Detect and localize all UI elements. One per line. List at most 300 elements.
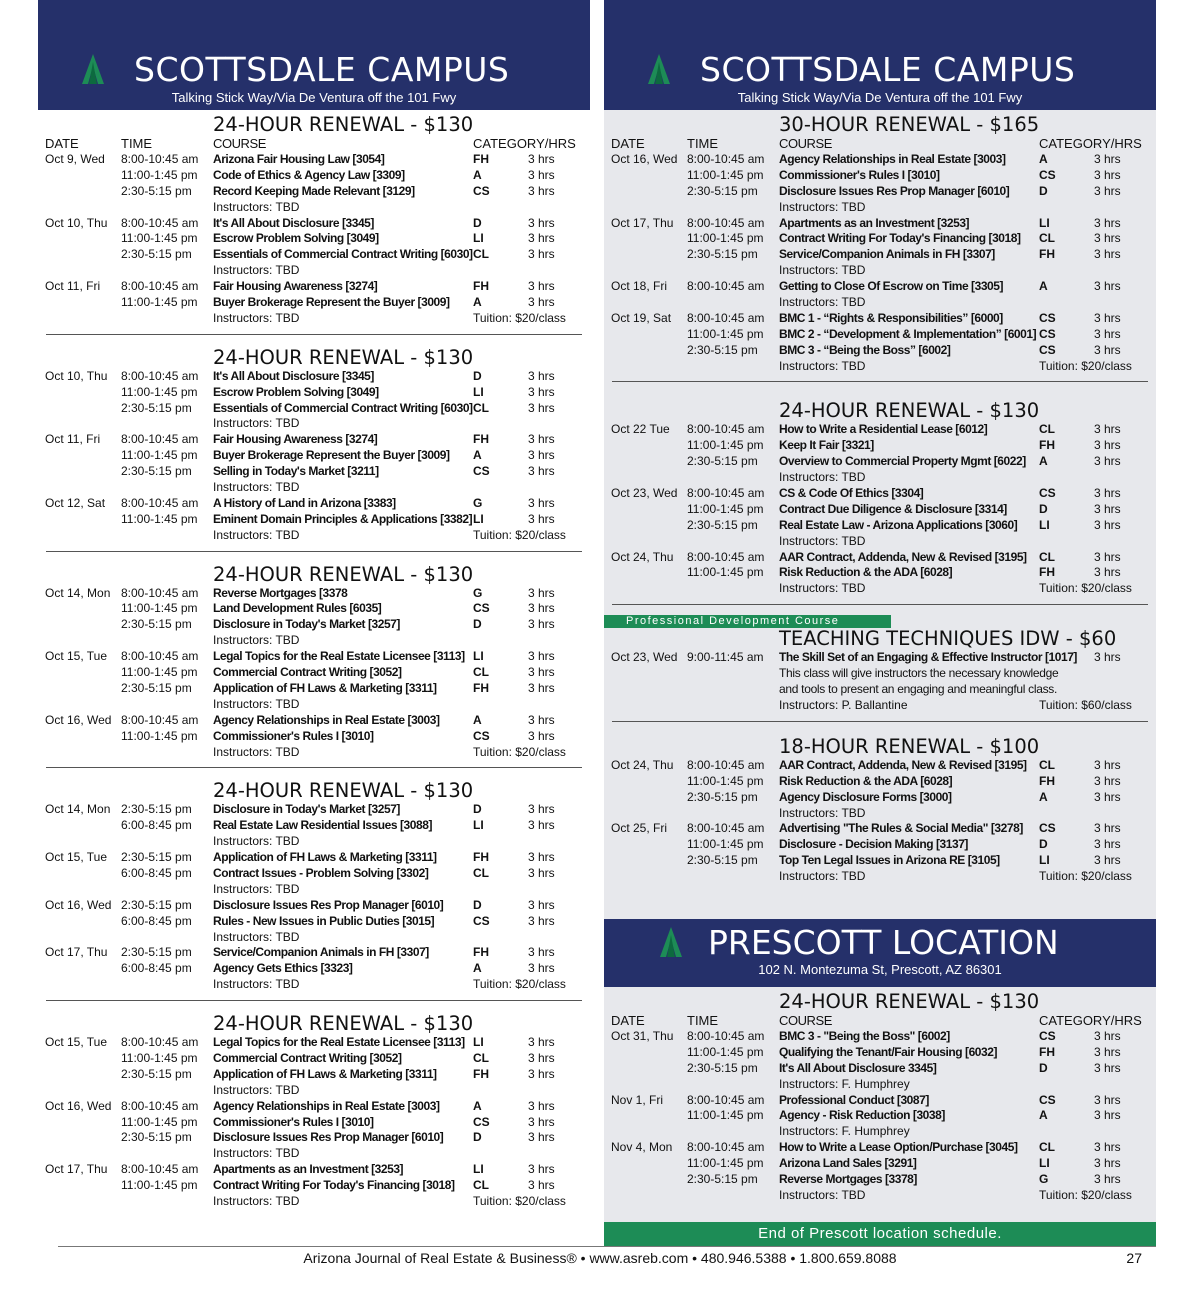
- row-course: Commercial Contract Writing [3052]: [213, 665, 402, 680]
- row-tuition: Tuition: $20/class: [1039, 1187, 1132, 1202]
- row-hours: 3 hrs: [1094, 167, 1121, 182]
- row-category: CS: [1039, 310, 1056, 325]
- table-row: [38, 601, 590, 617]
- row-description: and tools to present an engaging and meaningful class.: [779, 682, 1058, 697]
- row-time: 8:00-10:45 am: [121, 368, 199, 383]
- row-course: Arizona Land Sales [3291]: [779, 1156, 917, 1171]
- row-date: Oct 23, Wed: [611, 650, 678, 665]
- row-course: How to Write a Lease Option/Purchase [3045]: [779, 1140, 1018, 1155]
- row-hours: 3 hrs: [528, 961, 555, 976]
- header-date: DATE: [45, 136, 79, 151]
- header-category: CATEGORY/HRS: [473, 136, 576, 151]
- row-category: FH: [473, 152, 489, 166]
- row-date: Oct 16, Wed: [611, 152, 678, 166]
- row-course: Escrow Problem Solving [3049]: [213, 231, 379, 246]
- row-hours: 3 hrs: [528, 167, 555, 182]
- row-hours: 3 hrs: [528, 495, 555, 510]
- row-time: 2:30-5:15 pm: [687, 1060, 758, 1075]
- row-time: 8:00-10:45 am: [121, 712, 199, 727]
- table-row: [38, 528, 590, 544]
- row-course: Real Estate Law - Arizona Applications [3060]: [779, 517, 1018, 532]
- row-hours: 3 hrs: [1094, 1140, 1121, 1155]
- table-row: [38, 1051, 590, 1067]
- row-hours: 3 hrs: [1094, 853, 1121, 868]
- tree-logo-icon: [644, 54, 674, 84]
- row-date: Oct 31, Thu: [611, 1028, 674, 1043]
- table-row: [604, 758, 1156, 774]
- table-row: [38, 385, 590, 401]
- table-row: [38, 1035, 590, 1051]
- table-row: [604, 666, 1156, 682]
- row-time: 11:00-1:45 pm: [687, 565, 764, 580]
- row-category: D: [473, 617, 482, 632]
- row-course: Agency Relationships in Real Estate [3003]: [213, 1098, 440, 1113]
- row-date: Oct 24, Thu: [611, 757, 674, 772]
- row-course: Disclosure - Decision Making [3137]: [779, 837, 968, 852]
- table-row: [604, 470, 1156, 486]
- row-course: Commissioner's Rules I [3010]: [213, 1114, 374, 1129]
- table-row: [604, 247, 1156, 263]
- table-row: [38, 898, 590, 914]
- row-category: A: [473, 167, 482, 182]
- table-row: [38, 1083, 590, 1099]
- row-course: Risk Reduction & the ADA [6028]: [779, 565, 953, 580]
- row-course: Commercial Contract Writing [3052]: [213, 1050, 402, 1065]
- right-campus-banner: [604, 0, 1156, 110]
- header-time: TIME: [121, 136, 153, 151]
- section-title: 24-HOUR RENEWAL - $130: [213, 779, 474, 803]
- row-instructors: Instructors: TBD: [779, 358, 866, 373]
- row-time: 11:00-1:45 pm: [121, 448, 198, 463]
- row-hours: 3 hrs: [528, 850, 555, 865]
- table-row: [604, 279, 1156, 295]
- row-hours: 3 hrs: [528, 818, 555, 833]
- table-row: [604, 486, 1156, 502]
- row-tuition: Tuition: $20/class: [1039, 581, 1132, 596]
- table-row: [38, 977, 590, 993]
- row-instructors: Instructors: TBD: [213, 633, 300, 648]
- row-course: Service/Companion Animals in FH [3307]: [213, 945, 429, 960]
- row-time: 2:30-5:15 pm: [687, 1171, 758, 1186]
- row-time: 8:00-10:45 am: [687, 1092, 765, 1107]
- prescott-title: PRESCOTT LOCATION: [708, 922, 1059, 962]
- campus-subtitle: Talking Stick Way/Via De Ventura off the 101 Fwy: [737, 90, 1023, 105]
- row-time: 2:30-5:15 pm: [687, 789, 758, 804]
- row-hours: 3 hrs: [528, 152, 555, 166]
- section-title: TEACHING TECHNIQUES IDW - $60: [779, 627, 1117, 651]
- header-date: DATE: [611, 1012, 645, 1028]
- row-category: LI: [473, 1162, 484, 1177]
- row-time: 2:30-5:15 pm: [121, 464, 192, 479]
- row-hours: 3 hrs: [528, 1162, 555, 1177]
- row-course: AAR Contract, Addenda, New & Revised [3195]: [779, 549, 1027, 564]
- row-instructors: Instructors: TBD: [213, 527, 300, 542]
- row-category: CL: [473, 1050, 489, 1065]
- table-row: [38, 1067, 590, 1083]
- tree-logo-icon: [78, 54, 108, 84]
- row-hours: 3 hrs: [1094, 1028, 1121, 1043]
- table-row: [38, 745, 590, 761]
- table-row: [604, 1156, 1156, 1172]
- row-course: It's All About Disclosure [3345]: [213, 215, 374, 230]
- row-hours: 3 hrs: [1094, 1156, 1121, 1171]
- row-course: Rules - New Issues in Public Duties [3015]: [213, 913, 435, 928]
- table-row: [604, 1045, 1156, 1061]
- row-course: It's All About Disclosure 3345]: [779, 1060, 937, 1075]
- table-row: [38, 152, 590, 168]
- table-row: [38, 247, 590, 263]
- row-time: 2:30-5:15 pm: [121, 897, 192, 912]
- row-time: 2:30-5:15 pm: [687, 247, 758, 262]
- row-category: FH: [473, 945, 489, 960]
- row-instructors: Instructors: TBD: [779, 869, 866, 884]
- row-category: CS: [1039, 821, 1056, 836]
- row-category: A: [473, 961, 482, 976]
- row-course: Buyer Brokerage Represent the Buyer [3009]: [213, 448, 450, 463]
- table-row: [604, 184, 1156, 200]
- table-header: [604, 1013, 1156, 1029]
- row-instructors: Instructors: TBD: [213, 310, 300, 325]
- row-course: Contract Due Diligence & Disclosure [3314]: [779, 501, 1007, 516]
- table-row: [38, 1115, 590, 1131]
- row-hours: 3 hrs: [528, 1114, 555, 1129]
- row-hours: 3 hrs: [1094, 1092, 1121, 1107]
- row-instructors: Instructors: TBD: [213, 480, 300, 495]
- row-category: A: [473, 1098, 482, 1113]
- row-time: 8:00-10:45 am: [121, 432, 199, 447]
- row-course: Contract Writing For Today's Financing [3018]: [779, 231, 1021, 246]
- row-hours: 3 hrs: [528, 279, 555, 294]
- table-row: [604, 650, 1156, 666]
- row-time: 9:00-11:45 am: [687, 650, 764, 665]
- row-date: Oct 11, Fri: [45, 279, 101, 294]
- row-time: 11:00-1:45 pm: [687, 1156, 764, 1171]
- row-hours: 3 hrs: [528, 1130, 555, 1145]
- row-course: Overview to Commercial Property Mgmt [6022]: [779, 454, 1026, 469]
- table-row: [604, 806, 1156, 822]
- row-category: CS: [1039, 486, 1056, 501]
- row-course: Agency Relationships in Real Estate [3003]: [213, 712, 440, 727]
- row-tuition: Tuition: $60/class: [1039, 697, 1132, 712]
- row-time: 2:30-5:15 pm: [687, 183, 758, 198]
- row-instructors: Instructors: TBD: [213, 1146, 300, 1161]
- row-time: 11:00-1:45 pm: [687, 438, 764, 453]
- row-course: Disclosure in Today's Market [3257]: [213, 617, 400, 632]
- row-hours: 3 hrs: [528, 432, 555, 447]
- schedule-section: [604, 736, 1156, 885]
- row-hours: 3 hrs: [1094, 231, 1121, 246]
- row-instructors: Instructors: TBD: [779, 581, 866, 596]
- table-row: [38, 231, 590, 247]
- row-hours: 3 hrs: [528, 1178, 555, 1193]
- row-time: 2:30-5:15 pm: [121, 945, 192, 960]
- row-time: 8:00-10:45 am: [121, 1162, 199, 1177]
- section-divider: [612, 381, 1148, 382]
- row-tuition: Tuition: $20/class: [1039, 358, 1132, 373]
- header-date: DATE: [611, 136, 645, 151]
- table-row: [604, 422, 1156, 438]
- row-hours: 3 hrs: [1094, 279, 1121, 294]
- row-course: Risk Reduction & the ADA [6028]: [779, 773, 953, 788]
- table-row: [604, 698, 1156, 714]
- row-hours: 3 hrs: [528, 802, 555, 817]
- row-category: CS: [473, 728, 490, 743]
- row-category: LI: [1039, 517, 1050, 532]
- row-course: Disclosure Issues Res Prop Manager [6010]: [779, 183, 1010, 198]
- row-hours: 3 hrs: [1094, 517, 1121, 532]
- header-course: COURSE: [779, 1012, 832, 1028]
- right-column: [604, 0, 1156, 1204]
- table-row: [38, 882, 590, 898]
- table-row: [604, 1188, 1156, 1204]
- section-title: 24-HOUR RENEWAL - $130: [213, 113, 474, 136]
- schedule-section: [38, 114, 590, 335]
- row-time: 8:00-10:45 am: [687, 821, 765, 836]
- section-title: 24-HOUR RENEWAL - $130: [213, 1012, 474, 1036]
- row-time: 11:00-1:45 pm: [121, 295, 198, 310]
- table-row: [604, 534, 1156, 550]
- row-course: Commissioner's Rules I [3010]: [213, 728, 374, 743]
- row-category: LI: [473, 818, 484, 833]
- table-row: [604, 295, 1156, 311]
- row-hours: 3 hrs: [1094, 549, 1121, 564]
- row-date: Oct 17, Thu: [45, 1162, 108, 1177]
- table-row: [38, 681, 590, 697]
- row-instructors: Instructors: TBD: [779, 533, 866, 548]
- section-divider: [46, 767, 582, 768]
- row-course: Apartments as an Investment [3253]: [213, 1162, 404, 1177]
- table-row: [604, 869, 1156, 885]
- row-course: A History of Land in Arizona [3383]: [213, 495, 396, 510]
- row-category: FH: [473, 432, 489, 447]
- row-category: CL: [473, 865, 489, 880]
- table-row: [38, 216, 590, 232]
- row-hours: 3 hrs: [1094, 650, 1121, 665]
- row-time: 8:00-10:45 am: [687, 279, 765, 294]
- section-title: 24-HOUR RENEWAL - $130: [779, 989, 1040, 1013]
- row-category: CS: [1039, 167, 1056, 182]
- row-course: How to Write a Residential Lease [6012]: [779, 422, 988, 437]
- row-category: CL: [473, 1178, 489, 1193]
- row-date: Oct 15, Tue: [45, 850, 108, 865]
- table-row: [38, 1162, 590, 1178]
- row-hours: 3 hrs: [528, 295, 555, 310]
- tree-logo-icon: [656, 927, 686, 957]
- row-hours: 3 hrs: [528, 1066, 555, 1081]
- row-course: Commissioner's Rules I [3010]: [779, 167, 940, 182]
- row-time: 2:30-5:15 pm: [121, 1130, 192, 1145]
- row-hours: 3 hrs: [528, 1035, 555, 1050]
- row-course: Disclosure in Today's Market [3257]: [213, 802, 400, 817]
- table-header: [38, 136, 590, 152]
- row-hours: 3 hrs: [528, 231, 555, 246]
- table-row: [38, 416, 590, 432]
- row-time: 11:00-1:45 pm: [687, 1108, 764, 1123]
- row-category: A: [1039, 789, 1048, 804]
- professional-development-tag: Professional Development Course: [604, 615, 891, 628]
- row-time: 2:30-5:15 pm: [121, 802, 192, 817]
- row-hours: 3 hrs: [1094, 247, 1121, 262]
- row-course: Contract Issues - Problem Solving [3302]: [213, 865, 429, 880]
- end-of-schedule-note: End of Prescott location schedule.: [604, 1222, 1156, 1246]
- row-category: D: [1039, 183, 1048, 198]
- row-category: CS: [1039, 342, 1056, 357]
- row-time: 8:00-10:45 am: [687, 549, 765, 564]
- table-row: [38, 448, 590, 464]
- row-category: CL: [1039, 1140, 1055, 1155]
- row-course: Agency - Risk Reduction [3038]: [779, 1108, 945, 1123]
- row-hours: 3 hrs: [1094, 757, 1121, 772]
- row-category: D: [473, 368, 482, 383]
- row-hours: 3 hrs: [1094, 342, 1121, 357]
- header-course: COURSE: [779, 136, 832, 151]
- row-date: Oct 18, Fri: [611, 279, 668, 294]
- table-header: [604, 136, 1156, 152]
- row-hours: 3 hrs: [528, 400, 555, 415]
- table-row: [38, 633, 590, 649]
- table-row: [38, 369, 590, 385]
- row-category: CL: [1039, 757, 1055, 772]
- table-row: [604, 359, 1156, 375]
- row-hours: 3 hrs: [528, 1098, 555, 1113]
- row-time: 8:00-10:45 am: [687, 422, 765, 437]
- schedule-section: [38, 1013, 590, 1210]
- row-tuition: Tuition: $20/class: [1039, 869, 1132, 884]
- row-time: 2:30-5:15 pm: [121, 183, 192, 198]
- header-category: CATEGORY/HRS: [1039, 1012, 1142, 1028]
- section-title: 24-HOUR RENEWAL - $130: [213, 345, 474, 369]
- row-course: Disclosure Issues Res Prop Manager [6010]: [213, 897, 444, 912]
- row-hours: 3 hrs: [1094, 326, 1121, 341]
- row-date: Oct 16, Wed: [45, 897, 112, 912]
- left-campus-banner: [38, 0, 590, 110]
- table-row: [604, 1108, 1156, 1124]
- campus-subtitle: Talking Stick Way/Via De Ventura off the 101 Fwy: [171, 90, 457, 105]
- row-category: CS: [1039, 1028, 1056, 1043]
- table-row: [38, 480, 590, 496]
- row-time: 6:00-8:45 pm: [121, 961, 192, 976]
- row-hours: 3 hrs: [528, 913, 555, 928]
- row-category: CL: [473, 247, 489, 262]
- row-category: CL: [473, 665, 489, 680]
- row-category: FH: [473, 680, 489, 695]
- row-date: Oct 24, Thu: [611, 549, 674, 564]
- row-course: Real Estate Law Residential Issues [3088]: [213, 818, 432, 833]
- row-time: 11:00-1:45 pm: [687, 837, 764, 852]
- row-category: CS: [1039, 1092, 1056, 1107]
- row-course: Keep It Fair [3321]: [779, 438, 874, 453]
- row-category: CL: [473, 400, 489, 415]
- table-row: [604, 1093, 1156, 1109]
- row-category: FH: [1039, 1044, 1055, 1059]
- row-hours: 3 hrs: [528, 448, 555, 463]
- row-category: A: [1039, 152, 1048, 166]
- row-category: FH: [1039, 438, 1055, 453]
- row-course: Legal Topics for the Real Estate Licensee [3113]: [213, 1035, 465, 1050]
- campus-title: SCOTTSDALE CAMPUS: [700, 50, 1076, 89]
- row-instructors: Instructors: TBD: [213, 696, 300, 711]
- row-course: Code of Ethics & Agency Law [3309]: [213, 167, 405, 182]
- row-course: Service/Companion Animals in FH [3307]: [779, 247, 995, 262]
- row-date: Oct 22 Tue: [611, 422, 670, 437]
- table-row: [604, 774, 1156, 790]
- row-course: BMC 2 - “Development & Implementation” [6001]: [779, 326, 1037, 341]
- prescott-banner: [604, 919, 1156, 987]
- row-course: BMC 3 - "Being the Boss" [6002]: [779, 1028, 950, 1043]
- table-row: [604, 581, 1156, 597]
- table-row: [604, 837, 1156, 853]
- table-row: [38, 665, 590, 681]
- row-hours: 3 hrs: [528, 1050, 555, 1065]
- row-date: Oct 23, Wed: [611, 486, 678, 501]
- row-category: FH: [1039, 773, 1055, 788]
- row-date: Oct 25, Fri: [611, 821, 668, 836]
- row-instructors: Instructors: TBD: [213, 744, 300, 759]
- row-tuition: Tuition: $20/class: [473, 744, 566, 759]
- table-row: [38, 1130, 590, 1146]
- row-time: 8:00-10:45 am: [687, 486, 765, 501]
- row-course: BMC 1 - “Rights & Responsibilities” [6000]: [779, 310, 1003, 325]
- row-course: Fair Housing Awareness [3274]: [213, 279, 378, 294]
- row-hours: 3 hrs: [1094, 789, 1121, 804]
- table-row: [38, 649, 590, 665]
- row-category: CL: [1039, 231, 1055, 246]
- schedule-section: [38, 347, 590, 552]
- row-category: CS: [473, 913, 490, 928]
- row-instructors: Instructors: TBD: [779, 1187, 866, 1202]
- row-course: AAR Contract, Addenda, New & Revised [3195]: [779, 757, 1027, 772]
- row-hours: 3 hrs: [1094, 1044, 1121, 1059]
- row-category: G: [1039, 1171, 1049, 1186]
- row-category: FH: [473, 850, 489, 865]
- table-row: [38, 697, 590, 713]
- header-time: TIME: [687, 1012, 719, 1028]
- row-hours: 3 hrs: [1094, 183, 1121, 198]
- table-row: [604, 502, 1156, 518]
- row-hours: 3 hrs: [528, 464, 555, 479]
- row-time: 2:30-5:15 pm: [121, 400, 192, 415]
- table-row: [604, 1061, 1156, 1077]
- row-instructors: Instructors: TBD: [213, 881, 300, 896]
- row-category: CL: [1039, 422, 1055, 437]
- row-time: 8:00-10:45 am: [687, 152, 765, 166]
- row-hours: 3 hrs: [528, 617, 555, 632]
- row-tuition: Tuition: $20/class: [473, 527, 566, 542]
- table-row: [38, 834, 590, 850]
- table-row: [604, 1140, 1156, 1156]
- row-date: Oct 10, Thu: [45, 215, 108, 230]
- table-row: [38, 464, 590, 480]
- row-hours: 3 hrs: [1094, 1108, 1121, 1123]
- row-hours: 3 hrs: [528, 585, 555, 600]
- footer-divider: [58, 1246, 1156, 1247]
- row-course: Application of FH Laws & Marketing [3311]: [213, 1066, 437, 1081]
- table-row: [604, 311, 1156, 327]
- row-course: Arizona Fair Housing Law [3054]: [213, 152, 385, 166]
- table-row: [38, 914, 590, 930]
- row-date: Oct 14, Mon: [45, 585, 111, 600]
- schedule-section: [604, 114, 1156, 382]
- row-time: 11:00-1:45 pm: [121, 384, 198, 399]
- table-row: [38, 850, 590, 866]
- row-category: LI: [473, 384, 484, 399]
- row-category: LI: [1039, 215, 1050, 230]
- row-instructors: Instructors: TBD: [213, 834, 300, 849]
- table-row: [38, 586, 590, 602]
- table-row: [604, 518, 1156, 534]
- row-date: Oct 15, Tue: [45, 1035, 108, 1050]
- table-row: [604, 263, 1156, 279]
